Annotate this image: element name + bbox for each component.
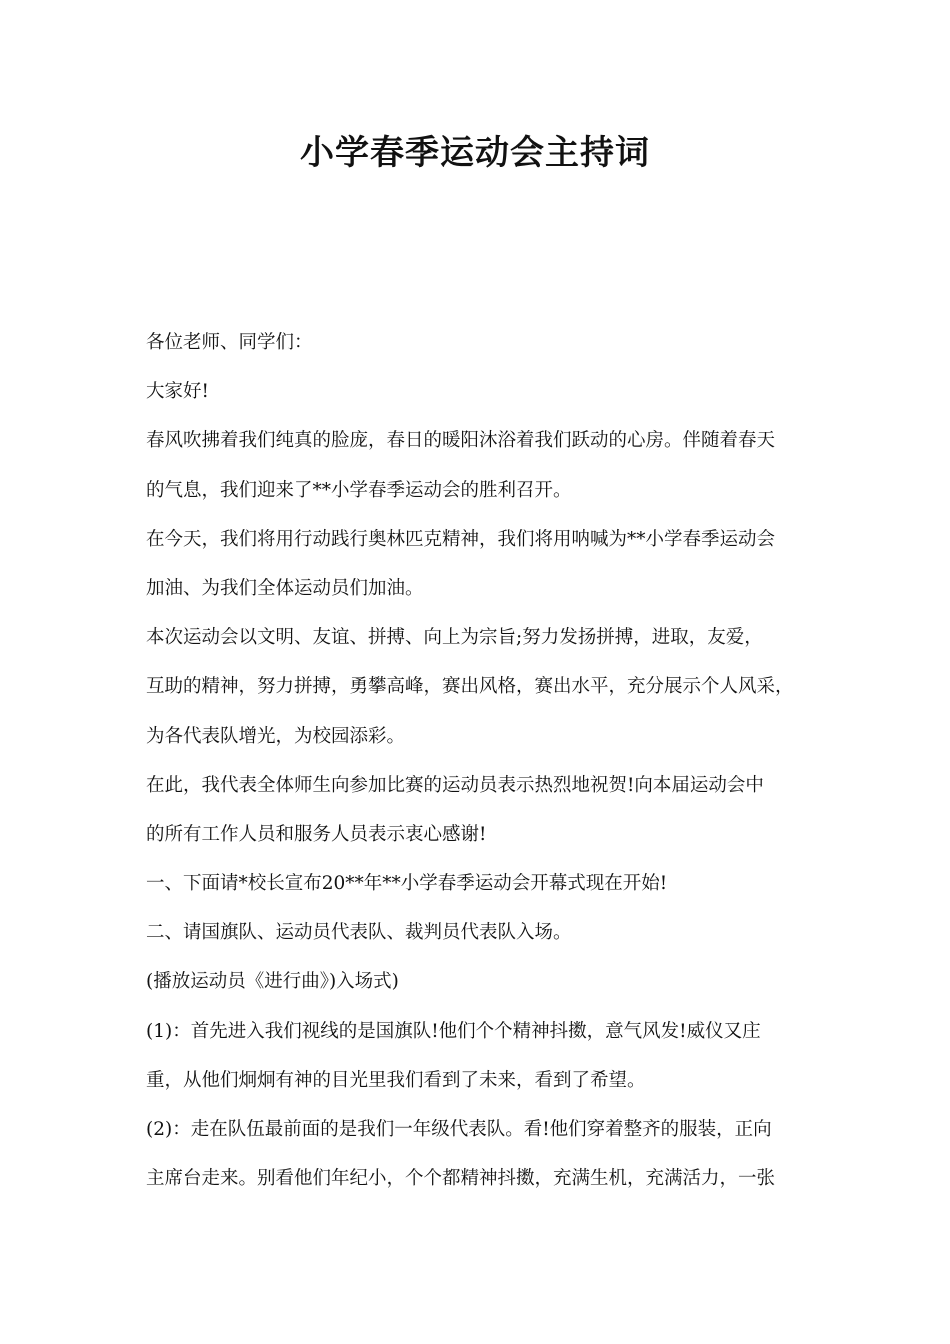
paragraph-line: 的所有工作人员和服务人员表示衷心感谢! — [146, 823, 487, 845]
paragraph-line: (2)：走在队伍最前面的是我们一年级代表队。看!他们穿着整齐的服装，正向 — [146, 1119, 772, 1140]
paragraph-line: 各位老师、同学们： — [146, 332, 313, 353]
paragraph-line: 互助的精神，努力拼搏，勇攀高峰，赛出风格，赛出水平，充分展示个人风采， — [146, 676, 794, 698]
paragraph-line: (播放运动员《进行曲》)入场式) — [146, 971, 399, 993]
paragraph-line: (1)：首先进入我们视线的是国旗队!他们个个精神抖擞，意气风发!威仪又庄 — [146, 1020, 761, 1042]
paragraph-line: 为各代表队增光，为校园添彩。 — [146, 725, 406, 747]
paragraph-line: 在此，我代表全体师生向参加比赛的运动员表示热烈地祝贺!向本届运动会中 — [146, 774, 764, 796]
paragraph-line: 二、请国旗队、运动员代表队、裁判员代表队入场。 — [146, 922, 572, 944]
paragraph-line: 本次运动会以文明、友谊、拼搏、向上为宗旨;努力发扬拼搏，进取，友爱， — [146, 627, 763, 649]
paragraph-line: 春风吹拂着我们纯真的脸庞，春日的暖阳沐浴着我们跃动的心房。伴随着春天 — [146, 430, 776, 452]
paragraph-line: 主席台走来。别看他们年纪小，个个都精神抖擞，充满生机，充满活力，一张 — [146, 1168, 776, 1190]
document-title: 小学春季运动会主持词 — [300, 133, 650, 173]
paragraph-line: 一、下面请*校长宣布20**年**小学春季运动会开幕式现在开始! — [146, 873, 668, 895]
paragraph-line: 的气息，我们迎来了**小学春季运动会的胜利召开。 — [146, 479, 572, 501]
paragraph-line: 在今天，我们将用行动践行奥林匹克精神，我们将用呐喊为**小学春季运动会 — [146, 528, 776, 550]
paragraph-line: 加油、为我们全体运动员们加油。 — [146, 577, 424, 599]
paragraph-line: 大家好! — [146, 381, 209, 403]
document-body — [146, 318, 816, 1203]
paragraph-line: 重，从他们炯炯有神的目光里我们看到了未来，看到了希望。 — [146, 1069, 646, 1091]
